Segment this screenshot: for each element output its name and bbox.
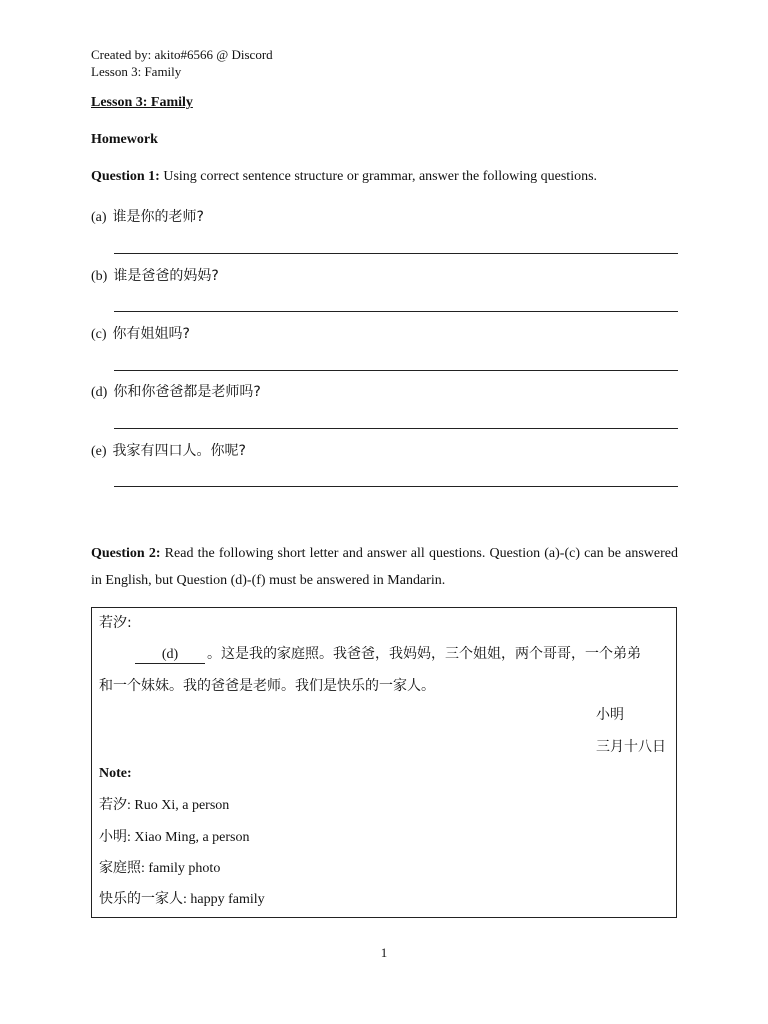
note-term: 小明: [99, 829, 127, 845]
note-item-xiaoming: [99, 826, 249, 846]
question-item-b: [91, 265, 219, 285]
question-1-label: Question 1:: [91, 169, 160, 184]
letter-blank-d: (d): [135, 647, 205, 664]
question-item-label: (a): [91, 210, 107, 225]
header-lesson-text: Lesson 3: Family: [91, 64, 182, 79]
note-title: Note:: [99, 766, 132, 781]
section-title: Homework: [91, 132, 158, 147]
created-by-text: Created by: akito#6566 @ Discord: [91, 47, 273, 62]
note-definition: : family photo: [141, 861, 221, 876]
question-2-prompt: [91, 540, 678, 594]
question-1-text: Using correct sentence structure or grammar, answer the following questions.: [159, 169, 598, 184]
note-definition: : Xiao Ming, a person: [127, 830, 250, 845]
letter-date: 三月十八日: [596, 739, 666, 755]
question-item-c: [91, 323, 190, 343]
letter-line-1: 。这是我的家庭照。我爸爸，我妈妈，三个姐姐，两个哥哥，一个弟弟: [207, 646, 641, 662]
question-2-label: Question 2:: [91, 546, 161, 561]
question-item-a: [91, 206, 204, 226]
letter-greeting: 若汐:: [99, 615, 132, 631]
letter-body: [99, 638, 671, 702]
note-term: 若汐: [99, 797, 127, 813]
letter-box: [91, 607, 677, 918]
answer-line-c[interactable]: [114, 370, 678, 371]
question-item-text: 谁是你的老师?: [112, 209, 204, 225]
answer-line-b[interactable]: [114, 311, 678, 312]
question-item-d: [91, 381, 261, 401]
note-item-happy-family: [99, 888, 265, 908]
question-item-text: 谁是爸爸的妈妈?: [113, 268, 219, 284]
question-item-label: (b): [91, 269, 108, 284]
note-item-family-photo: [99, 857, 220, 877]
question-item-text: 你和你爸爸都是老师吗?: [113, 384, 261, 400]
note-item-ruoxi: [99, 794, 229, 814]
note-definition: : Ruo Xi, a person: [127, 798, 230, 813]
note-definition: : happy family: [183, 892, 265, 907]
letter-signature: 小明: [596, 707, 624, 723]
question-item-text: 我家有四口人。你呢?: [112, 443, 246, 459]
question-item-label: (e): [91, 444, 107, 459]
question-item-label: (d): [91, 385, 108, 400]
question-1-prompt: [91, 169, 597, 185]
answer-line-a[interactable]: [114, 253, 678, 254]
question-item-e: [91, 440, 246, 460]
letter-line-2: 和一个妹妹。我的爸爸是老师。我们是快乐的一家人。: [99, 678, 435, 694]
question-item-text: 你有姐姐吗?: [112, 326, 190, 342]
question-2-text: Read the following short letter and answer all questions. Question (a)-(c) can be answered in English, but Question (d)-(f) must be answered in Mandarin.: [91, 546, 679, 588]
note-term: 家庭照: [99, 860, 141, 876]
page-number: 1: [380, 945, 388, 960]
lesson-title: Lesson 3: Family: [91, 95, 193, 110]
question-item-label: (c): [91, 327, 107, 342]
answer-line-d[interactable]: [114, 428, 678, 429]
answer-line-e[interactable]: [114, 486, 678, 487]
note-term: 快乐的一家人: [99, 891, 183, 907]
